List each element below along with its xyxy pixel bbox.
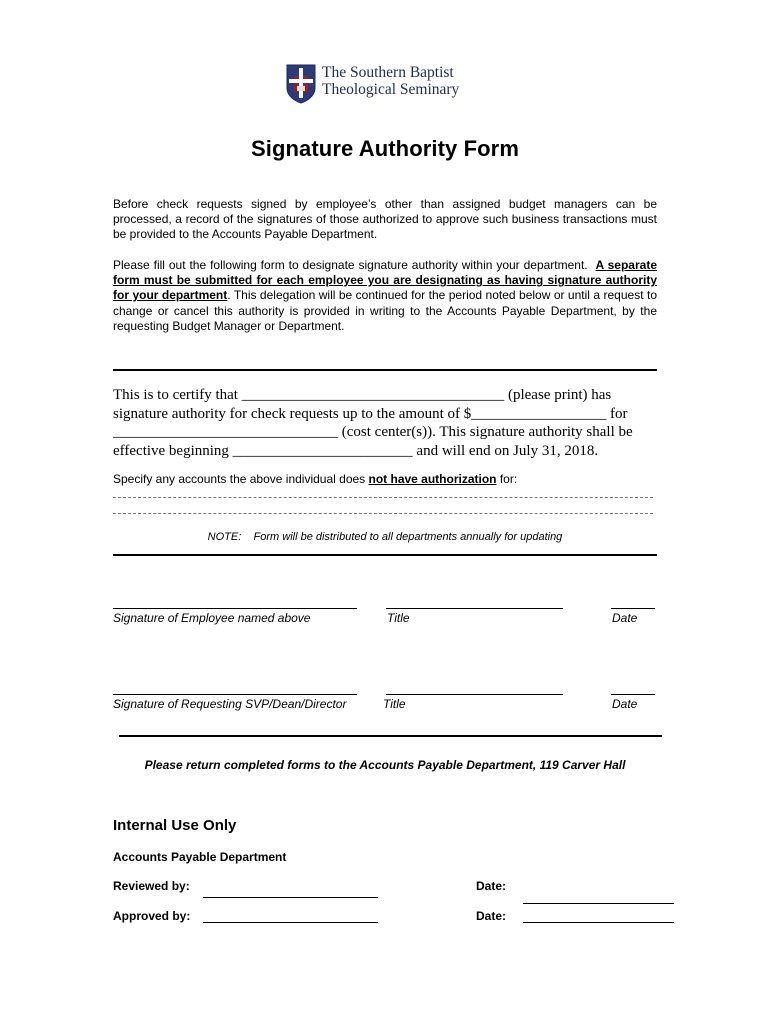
employee-signature-line[interactable] [113,608,357,609]
intro-paragraph-2 [113,258,657,334]
approved-by-line[interactable] [203,922,378,923]
exceptions-line-1[interactable] [113,497,653,498]
requester-date-label: Date [612,697,638,711]
section-divider-2 [113,554,657,556]
approved-by-label: Approved by: [113,909,191,923]
logo-line-1: The Southern Baptist [322,64,454,81]
return-instructions: Please return completed forms to the Accounts Payable Department, 119 Carver Hall [144,758,626,772]
approved-date-label: Date: [476,909,507,923]
section-divider-3 [119,735,662,737]
seminary-logo [286,64,486,108]
requester-signature-line[interactable] [113,694,357,695]
accounts-payable-subheading: Accounts Payable Department [113,850,287,864]
employee-signature-label: Signature of Employee named above [113,611,311,625]
cert-line-3: ______________________________ (cost center(s)). This signature authority shall be [113,424,633,440]
section-divider [113,369,657,371]
internal-use-heading: Internal Use Only [113,817,237,834]
cert-line-4: effective beginning ________________________ and will end on July 31, 2018. [113,442,599,459]
logo-line-2: Theological Seminary [322,81,460,98]
page-title: Signature Authority Form [250,136,520,161]
reviewed-date-label: Date: [476,879,507,893]
note-label: NOTE: [207,531,242,543]
shield-crest-icon [286,64,316,104]
intro-p2-lead: Please fill out the following form to designate signature authority within your department. [113,258,588,272]
distribution-note [0,531,770,543]
reviewed-date-line[interactable] [523,903,674,904]
approved-date-line[interactable] [523,922,674,923]
note-text: Form will be distributed to all departments annually for updating [253,531,563,543]
reviewed-by-label: Reviewed by: [113,879,190,893]
exceptions-instruction [113,472,517,486]
cert-line-1: This is to certify that ___________________________________ (please print) has [113,387,612,403]
intro-paragraph-1: Before check requests signed by employee’s other than assigned budget managers can be processed, a record of the signatures of those authorized to approve such business transactions must be provided to the Accounts Payable Department. [113,197,657,242]
exceptions-tail: for: [496,472,518,486]
reviewed-by-line[interactable] [203,897,378,898]
cert-line-2: signature authority for check requests up to the amount of $__________________ for [113,405,628,422]
exceptions-line-2[interactable] [113,513,653,514]
intro-p2-emphasis: A separate form must be submitted for each employee you are designating as having signature authority for your department [113,258,657,303]
certification-block [113,386,658,460]
exceptions-lead: Specify any accounts the above individual does [113,472,369,486]
logo-wordmark [322,64,459,98]
requester-title-line[interactable] [386,694,563,695]
employee-date-line[interactable] [611,608,655,609]
employee-title-line[interactable] [386,608,563,609]
requester-date-line[interactable] [611,694,655,695]
intro-p2-tail: . This delegation will be continued for the period noted below or until a request to change or cancel this authority is provided in writing to the Accounts Payable Department, by the requesting Budget Manager or Department. [113,288,657,333]
exceptions-emphasis: not have authorization [368,472,497,486]
employee-title-label: Title [387,611,410,625]
requester-signature-label: Signature of Requesting SVP/Dean/Director [113,697,347,711]
employee-date-label: Date [612,611,638,625]
requester-title-label: Title [383,697,406,711]
